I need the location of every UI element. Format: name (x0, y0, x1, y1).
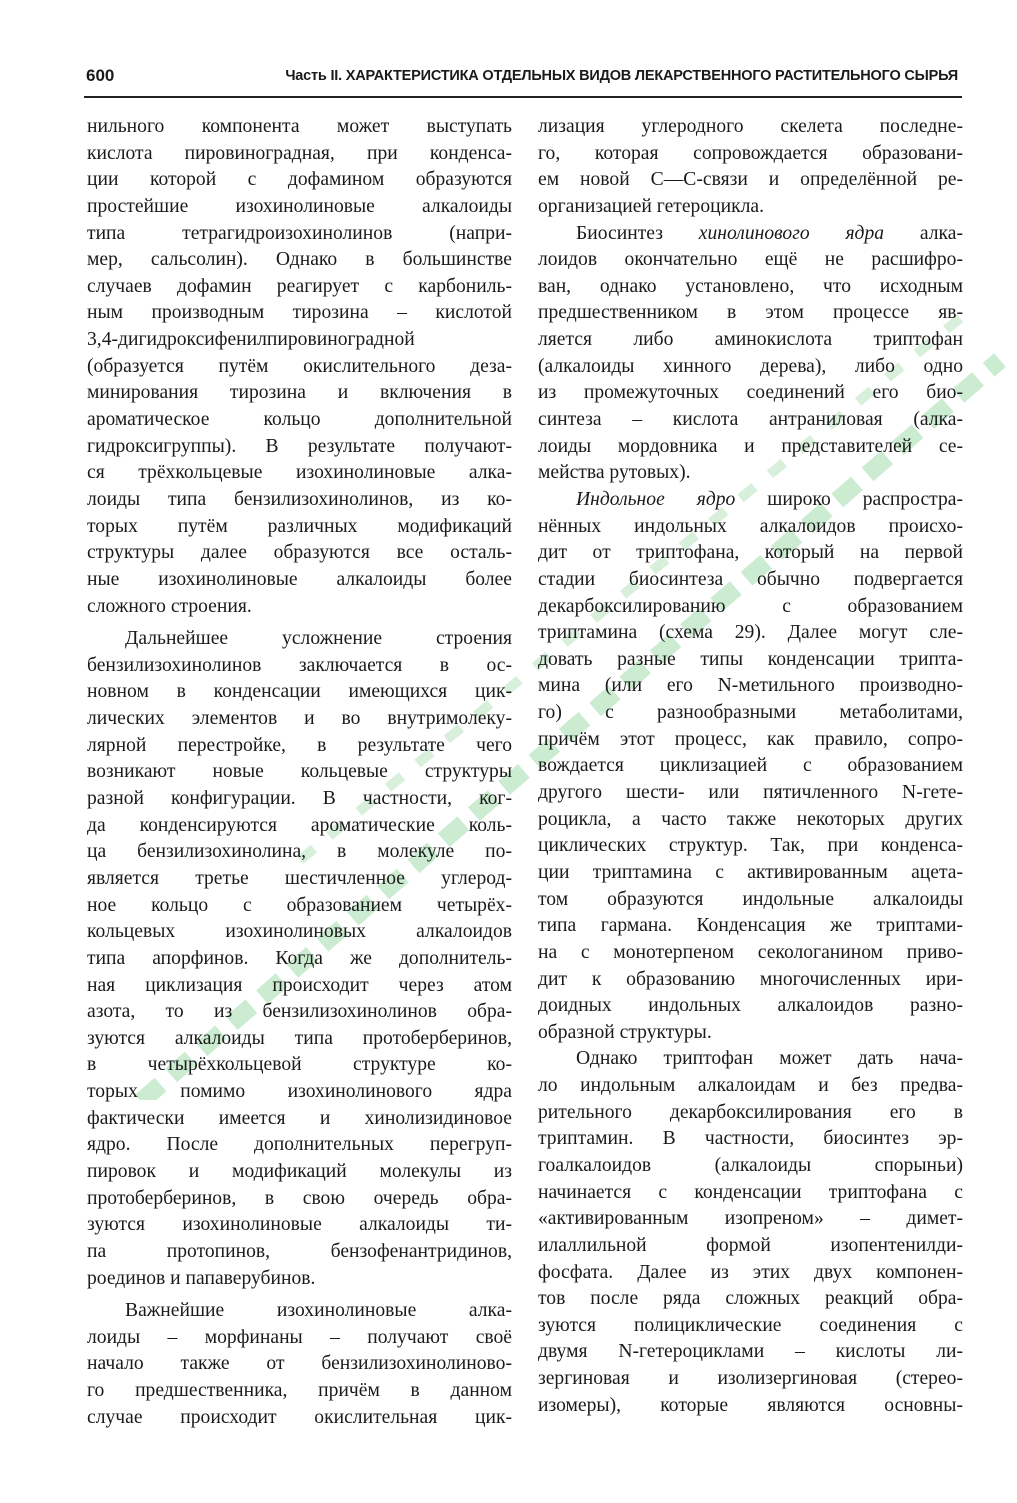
text-line: лоиды – морфинаны – получают своё (87, 1326, 512, 1348)
text-line: кислота пировиноградная, при конденса- (87, 142, 512, 164)
text-line: доидных индольных алкалоидов разно- (538, 995, 963, 1017)
text-line: начало также от бензилизохинолиново- (87, 1353, 512, 1375)
text-line: новном в конденсации имеющихся цик- (87, 681, 512, 703)
text-line: (образуется путём окислительного деза- (87, 355, 512, 377)
text-line: протоберберинов, в свою очередь обра- (87, 1187, 512, 1209)
text-line: ем новой С—С-связи и определённой ре- (538, 169, 963, 191)
text-line: ядро. После дополнительных перегруп- (87, 1134, 512, 1156)
text-line: организацией гетероцикла. (538, 195, 764, 217)
text-line: разной конфигурации. В частности, ког- (87, 788, 512, 810)
text-line: циклических структур. Так, при конденса- (538, 835, 963, 857)
text-line: фактически имеется и хинолизидиновое (87, 1107, 512, 1129)
text-line: зуются алкалоиды типа протоберберинов, (87, 1027, 512, 1049)
text-line: из промежуточных соединений его био- (538, 382, 963, 404)
text-line: триптамин. В частности, биосинтез эр- (538, 1128, 963, 1150)
text-line: бензилизохинолинов заключается в ос- (87, 654, 512, 676)
text-line: лоидов окончательно ещё не расшифро- (538, 249, 963, 271)
text-line: «активированным изопреном» – димет- (538, 1208, 963, 1230)
text-line: ван, однако установлено, что исходным (538, 275, 963, 297)
text-line: синтеза – кислота антраниловая (алка- (538, 409, 963, 431)
text-line: триптамина (схема 29). Далее могут сле- (538, 622, 963, 644)
text-line: другого шести- или пятичленного N-гете- (538, 782, 963, 804)
text-line: на с монотерпеном секологанином приво- (538, 941, 963, 963)
text-line: ся трёхкольцевые изохинолиновые алка- (87, 462, 512, 484)
text-line: является третье шестичленное углерод- (87, 867, 512, 889)
text-line: простейшие изохинолиновые алкалоиды (87, 195, 512, 217)
text-line: возникают новые кольцевые структуры (87, 761, 512, 783)
text-line: лоиды мордовника и представителей се- (538, 435, 963, 457)
text-run: широко распростра- (767, 488, 963, 510)
text-line: фосфата. Далее из этих двух компонен- (538, 1261, 963, 1283)
text-line: ляется либо аминокислота триптофан (538, 329, 963, 351)
running-head: Часть II. ХАРАКТЕРИСТИКА ОТДЕЛЬНЫХ ВИДОВ ЛЕКАРСТВЕННОГО РАСТИТЕЛЬНОГО СЫРЬЯ (285, 68, 958, 84)
paragraph-first-line (538, 221, 963, 248)
text-line: нённых индольных алкалоидов происхо- (538, 515, 963, 537)
text-line: дит от триптофана, который на первой (538, 542, 963, 564)
text-line: ные изохинолиновые алкалоиды более (87, 568, 512, 590)
text-line: тов после ряда сложных реакций обра- (538, 1288, 963, 1310)
text-line: вождается циклизацией с образованием (538, 755, 963, 777)
text-line: том образуются индольные алкалоиды (538, 888, 963, 910)
text-line: лических элементов и во внутримолеку- (87, 708, 512, 730)
paragraph-first-line: Важнейшие изохинолиновые алка- (125, 1300, 512, 1322)
text-line: дит к образованию многочисленных ири- (538, 968, 963, 990)
right-column (538, 114, 963, 1419)
text-line: довать разные типы конденсации трипта- (538, 648, 963, 670)
text-line: стадии биосинтеза обычно подвергается (538, 568, 963, 590)
text-line: случае происходит окислительная цик- (87, 1406, 512, 1428)
text-line: лоиды типа бензилизохинолинов, из ко- (87, 488, 512, 510)
text-line: случаев дофамин реагирует с карбониль- (87, 275, 512, 297)
text-line: нильного компонента может выступать (87, 116, 512, 137)
text-line: илаллильной формой изопентенилди- (538, 1234, 963, 1256)
text-line: торых помимо изохинолинового ядра (87, 1081, 512, 1103)
text-line: зуются полициклические соединения с (538, 1314, 963, 1336)
text-line: 3,4-дигидроксифенилпировиноградной (87, 329, 415, 351)
text-line: типа апорфинов. Когда же дополнитель- (87, 947, 512, 969)
text-line: роцикла, а часто также некоторых других (538, 808, 963, 830)
text-line: рительного декарбоксилирования его в (538, 1101, 963, 1123)
text-line: ло индольным алкалоидам и без предва- (538, 1075, 963, 1097)
text-line: (алкалоиды хинного дерева), либо одно (538, 355, 963, 377)
text-line: причём этот процесс, как правило, сопро- (538, 728, 963, 750)
text-line: зергиновая и изолизергиновая (стерео- (538, 1368, 963, 1390)
text-line: типа тетрагидроизохинолинов (напри- (87, 222, 512, 244)
paragraph-first-line: Дальнейшее усложнение строения (125, 628, 512, 650)
text-line: кольцевых изохинолиновых алкалоидов (87, 921, 512, 943)
text-line: мина (или его N-метильного производно- (538, 675, 963, 697)
text-line: изомеры), которые являются основны- (538, 1394, 963, 1416)
text-line: структуры далее образуются все осталь- (87, 542, 512, 564)
page-header (84, 62, 962, 98)
text-line: ароматическое кольцо дополнительной (87, 409, 512, 431)
italic-term: Индольное ядро (576, 488, 736, 510)
text-line: предшественником в этом процессе яв- (538, 302, 963, 324)
paragraph-first-line: Однако триптофан может дать нача- (576, 1048, 963, 1070)
text-line: ное кольцо с образованием четырёх- (87, 894, 512, 916)
text-line: да конденсируются ароматические коль- (87, 814, 512, 836)
text-line: сложного строения. (87, 595, 252, 617)
text-line: пировок и модификаций молекулы из (87, 1160, 512, 1182)
text-line: лярной перестройке, в результате чего (87, 734, 512, 756)
text-line: типа гармана. Конденсация же триптами- (538, 915, 963, 937)
text-line: образной структуры. (538, 1021, 712, 1043)
paragraph-first-line (538, 487, 963, 514)
text-run: Биосинтез (576, 222, 663, 244)
text-line: ным производным тирозина – кислотой (87, 302, 512, 324)
text-line: в четырёхкольцевой структуре ко- (87, 1054, 512, 1076)
text-line: ца бензилизохинолина, в молекуле по- (87, 841, 512, 863)
text-line: го предшественника, причём в данном (87, 1380, 512, 1402)
text-line: го) с разнообразными метаболитами, (538, 702, 963, 724)
text-line: начинается с конденсации триптофана с (538, 1181, 963, 1203)
page-number: 600 (86, 66, 115, 85)
text-line: декарбоксилированию с образованием (538, 595, 963, 617)
text-line: ции которой с дофамином образуются (87, 169, 512, 191)
left-column (87, 114, 512, 1431)
text-line: гоалкалоидов (алкалоиды спорыньи) (538, 1154, 963, 1176)
text-line: гидроксигруппы). В результате получают- (87, 435, 512, 457)
text-line: минирования тирозина и включения в (87, 382, 512, 404)
text-run: алка- (919, 222, 963, 244)
text-line: роединов и папаверубинов. (87, 1267, 316, 1289)
text-line: мейства рутовых). (538, 462, 691, 484)
text-line: лизация углеродного скелета последне- (538, 116, 963, 137)
text-line: ции триптамина с активированным ацета- (538, 861, 963, 883)
text-line: торых путём различных модификаций (87, 515, 512, 537)
italic-term: хинолинового ядра (698, 222, 885, 244)
text-line: азота, то из бензилизохинолинов обра- (87, 1001, 512, 1023)
text-line: зуются изохинолиновые алкалоиды ти- (87, 1214, 512, 1236)
text-line: го, которая сопровождается образовани- (538, 142, 963, 164)
text-line: ная циклизация происходит через атом (87, 974, 512, 996)
text-line: па протопинов, бензофенантридинов, (87, 1240, 512, 1262)
text-line: двумя N-гетероциклами – кислоты ли- (538, 1341, 963, 1363)
text-line: мер, сальсолин). Однако в большинстве (87, 249, 512, 271)
